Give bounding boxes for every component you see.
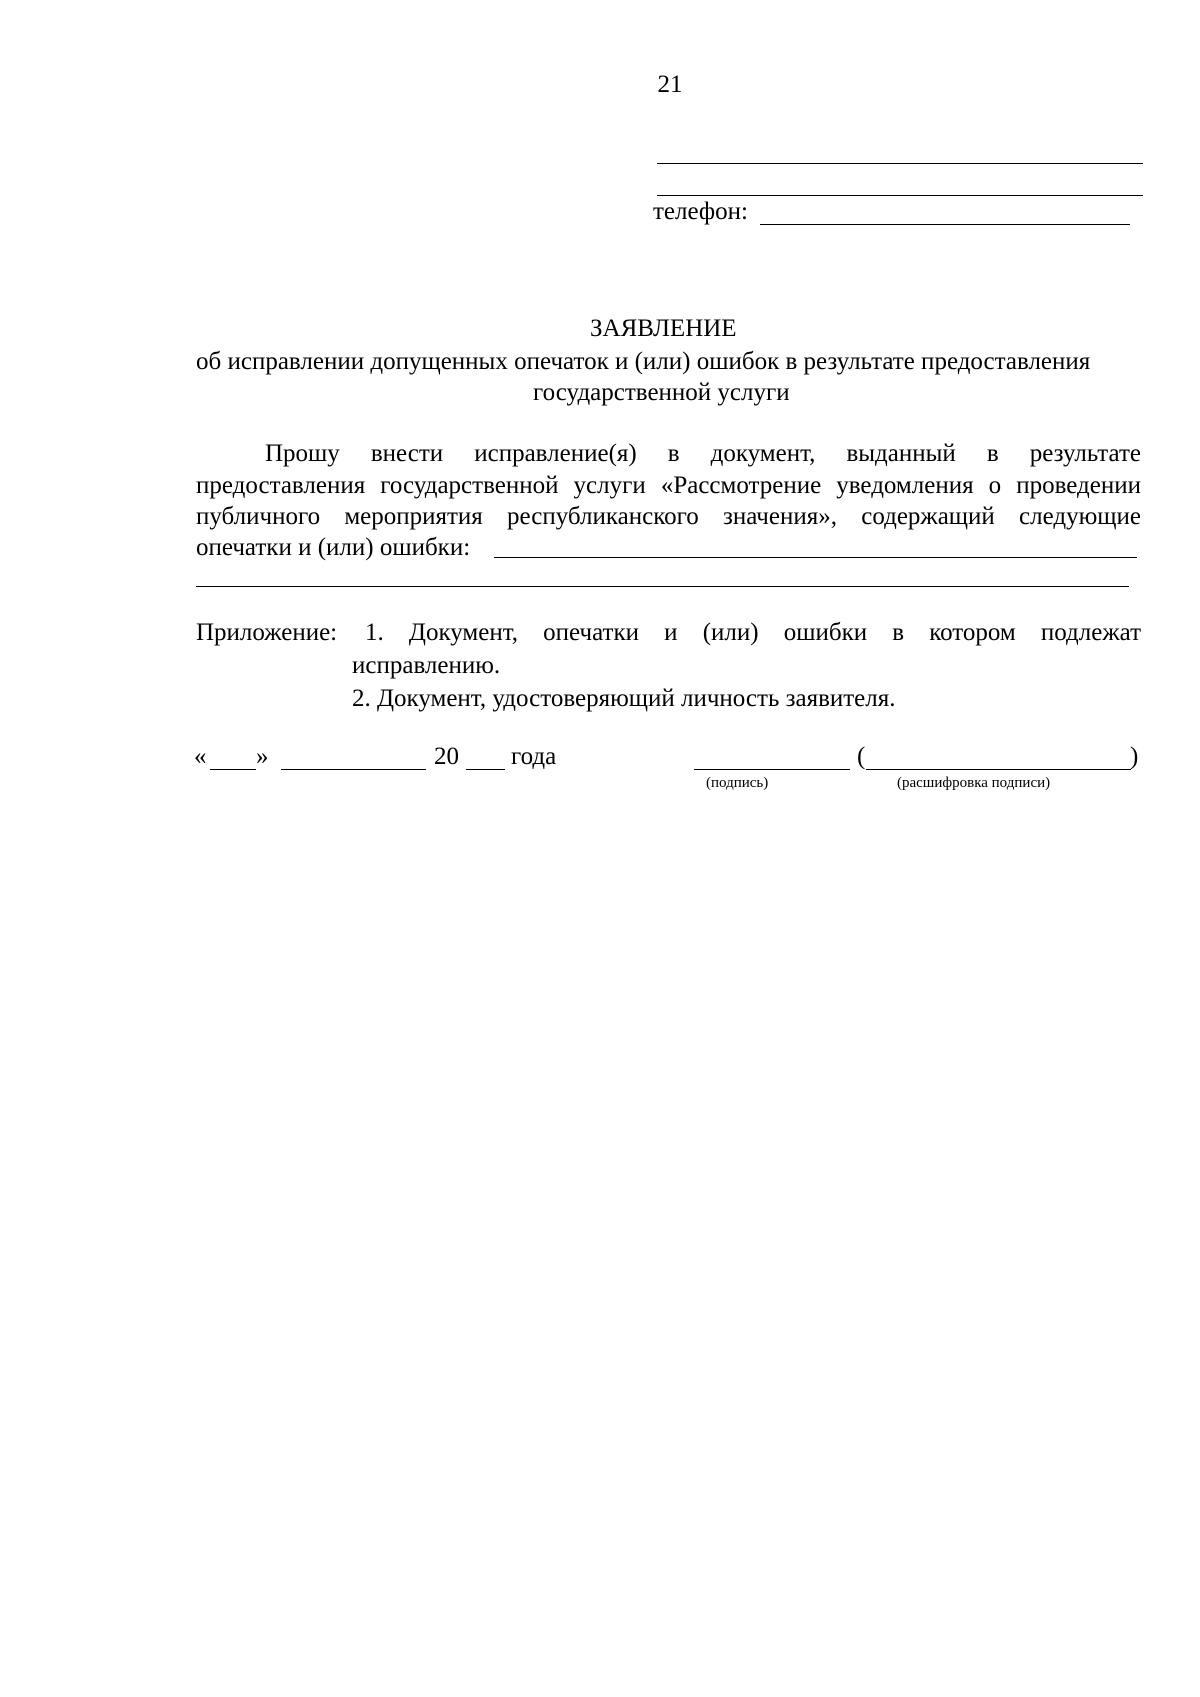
applicant-line-1[interactable] [657,163,1143,164]
attachment-item-1-line-1-text: 1. Документ, опечатки и (или) ошибки в котором подлежат [365,619,1141,646]
document-subtitle-line-2: государственной услуги [533,379,790,406]
errors-field-line-2[interactable] [196,586,1129,587]
signature-decoding-field[interactable] [866,769,1131,770]
date-open-quote: « [194,743,207,770]
applicant-line-2[interactable] [657,195,1143,196]
year-prefix: 20 [434,743,459,770]
body-line-2-text: предоставления государственной услуги «Рассмотрение уведомления о проведении [196,472,1141,499]
month-field[interactable] [281,769,426,770]
attachment-label: Приложение: [196,619,338,646]
date-close-quote: » [256,743,269,770]
decoding-open-paren: ( [857,743,866,770]
page-number: 21 [657,71,683,98]
day-field[interactable] [210,769,256,770]
body-line-4-text: опечатки и (или) ошибки: [196,534,471,561]
phone-label: телефон: [653,198,748,225]
decoding-caption: (расшифровка подписи) [897,775,1051,791]
year-field[interactable] [466,769,505,770]
signature-caption: (подпись) [706,775,769,791]
attachment-item-1-line-1 [365,619,1141,647]
phone-field[interactable] [760,224,1130,225]
body-line-2 [196,472,1141,500]
body-line-3 [196,503,1141,531]
body-line-1-text: Прошу внести исправление(я) в документ, выданный в результате [265,440,1141,467]
year-suffix: года [511,743,557,770]
decoding-close-paren: ) [1130,743,1139,770]
document-title: ЗАЯВЛЕНИЕ [590,315,737,342]
document-subtitle-line-1: об исправлении допущенных опечаток и (или) ошибок в результате предоставления [196,348,1091,375]
body-line-1 [265,440,1141,468]
errors-field-line-1[interactable] [494,557,1137,558]
attachment-item-1-line-2: исправлению. [352,652,501,679]
attachment-item-2: 2. Документ, удостоверяющий личность заявителя. [352,685,896,712]
signature-field[interactable] [694,769,850,770]
body-line-3-text: публичного мероприятия республиканского значения», содержащий следующие [196,503,1141,530]
